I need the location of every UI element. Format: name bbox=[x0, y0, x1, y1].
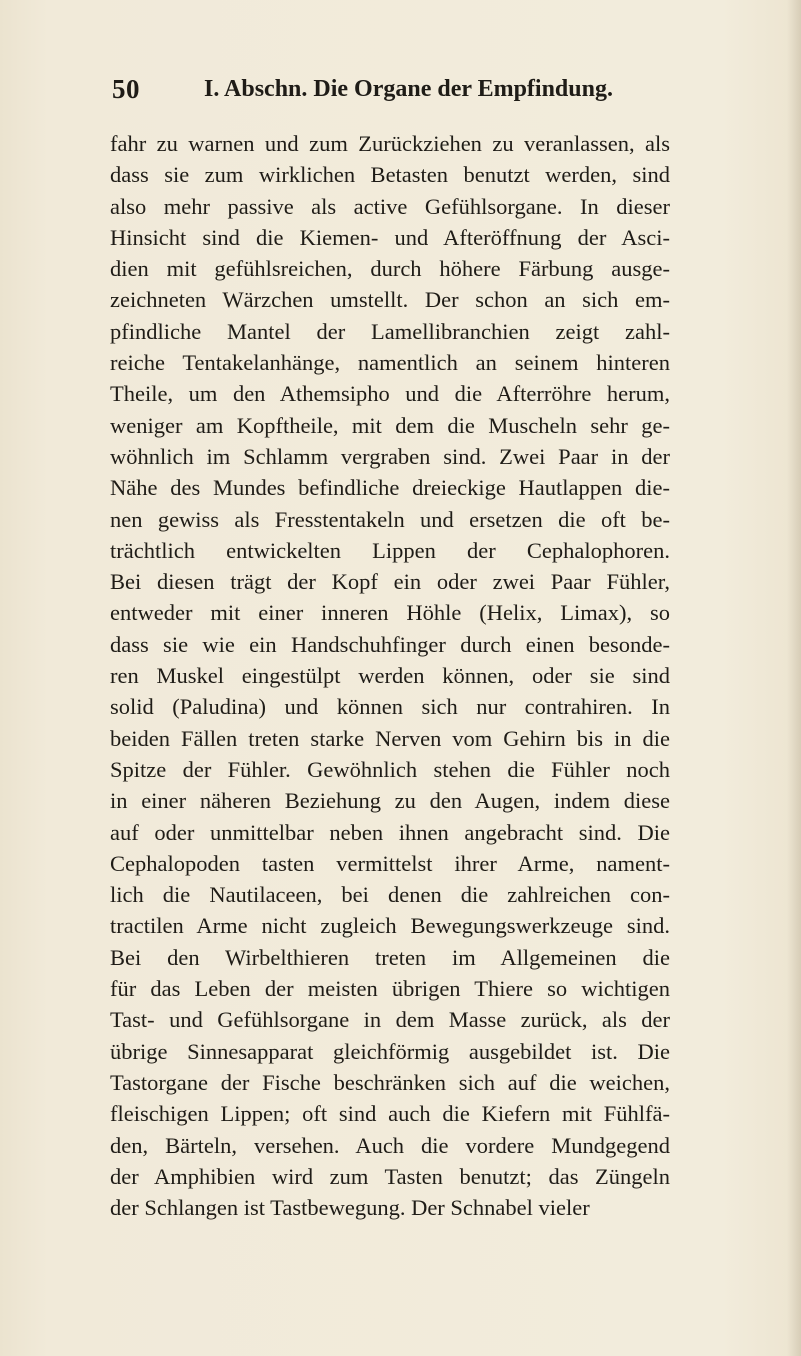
text-line: Tastorgane der Fische beschränken sich auf die weichen, bbox=[110, 1069, 670, 1095]
text-line: ren Muskel eingestülpt werden können, oder sie sind bbox=[110, 663, 670, 689]
text-line: Hinsicht sind die Kiemen- und Afteröffnung der Asci- bbox=[110, 224, 670, 250]
text-line: zeichneten Wärzchen umstellt. Der schon an sich em- bbox=[110, 287, 670, 313]
page-header bbox=[112, 74, 652, 114]
text-line: fleischigen Lippen; oft sind auch die Kiefern mit Fühlfä- bbox=[110, 1101, 670, 1127]
text-line: den, Bärteln, versehen. Auch die vordere Mundgegend bbox=[110, 1132, 670, 1158]
text-line: solid (Paludina) und können sich nur contrahiren. In bbox=[110, 694, 670, 720]
text-line: für das Leben der meisten übrigen Thiere so wichtigen bbox=[110, 976, 670, 1002]
text-line: nen gewiss als Fresstentakeln und ersetzen die oft be- bbox=[110, 506, 670, 532]
text-line: dien mit gefühlsreichen, durch höhere Färbung ausge- bbox=[110, 256, 670, 282]
text-line: weniger am Kopftheile, mit dem die Muscheln sehr ge- bbox=[110, 412, 670, 438]
text-line: der Amphibien wird zum Tasten benutzt; das Züngeln bbox=[110, 1163, 670, 1189]
text-line: in einer näheren Beziehung zu den Augen, indem diese bbox=[110, 788, 670, 814]
text-line: Cephalopoden tasten vermittelst ihrer Arme, nament- bbox=[110, 850, 670, 876]
text-line: Theile, um den Athemsipho und die Afterröhre herum, bbox=[110, 381, 670, 407]
text-line: lich die Nautilaceen, bei denen die zahlreichen con- bbox=[110, 882, 670, 908]
text-line: dass sie zum wirklichen Betasten benutzt werden, sind bbox=[110, 162, 670, 188]
text-line: beiden Fällen treten starke Nerven vom Gehirn bis in die bbox=[110, 725, 670, 751]
body-text bbox=[110, 128, 670, 1223]
text-line: wöhnlich im Schlamm vergraben sind. Zwei Paar in der bbox=[110, 443, 670, 469]
text-line: auf oder unmittelbar neben ihnen angebracht sind. Die bbox=[110, 819, 670, 845]
text-line: übrige Sinnesapparat gleichförmig ausgebildet ist. Die bbox=[110, 1038, 670, 1064]
text-line: trächtlich entwickelten Lippen der Cephalophoren. bbox=[110, 537, 670, 563]
text-line: reiche Tentakelanhänge, namentlich an seinem hinteren bbox=[110, 350, 670, 376]
text-line: fahr zu warnen und zum Zurückziehen zu veranlassen, als bbox=[110, 131, 670, 156]
text-line: tractilen Arme nicht zugleich Bewegungswerkzeuge sind. bbox=[110, 913, 670, 939]
text-line: entweder mit einer inneren Höhle (Helix, Limax), so bbox=[110, 600, 670, 626]
text-line: Tast- und Gefühlsorgane in dem Masse zurück, als der bbox=[110, 1007, 670, 1033]
text-line: Bei den Wirbelthieren treten im Allgemeinen die bbox=[110, 944, 670, 970]
text-line: der Schlangen ist Tastbewegung. Der Schnabel vieler bbox=[110, 1195, 590, 1221]
text-line: Spitze der Fühler. Gewöhnlich stehen die Fühler noch bbox=[110, 756, 670, 782]
text-line: dass sie wie ein Handschuhfinger durch einen besonde- bbox=[110, 631, 670, 657]
text-line: Nähe des Mundes befindliche dreieckige Hautlappen die- bbox=[110, 475, 670, 501]
page-number: 50 bbox=[112, 74, 140, 104]
text-line: pfindliche Mantel der Lamellibranchien zeigt zahl- bbox=[110, 318, 670, 344]
running-head: I. Abschn. Die Organe der Empfindung. bbox=[204, 76, 613, 102]
text-line: Bei diesen trägt der Kopf ein oder zwei Paar Fühler, bbox=[110, 569, 670, 595]
page-edge-shadow bbox=[787, 0, 801, 1356]
text-line: also mehr passive als active Gefühlsorgane. In dieser bbox=[110, 193, 670, 219]
